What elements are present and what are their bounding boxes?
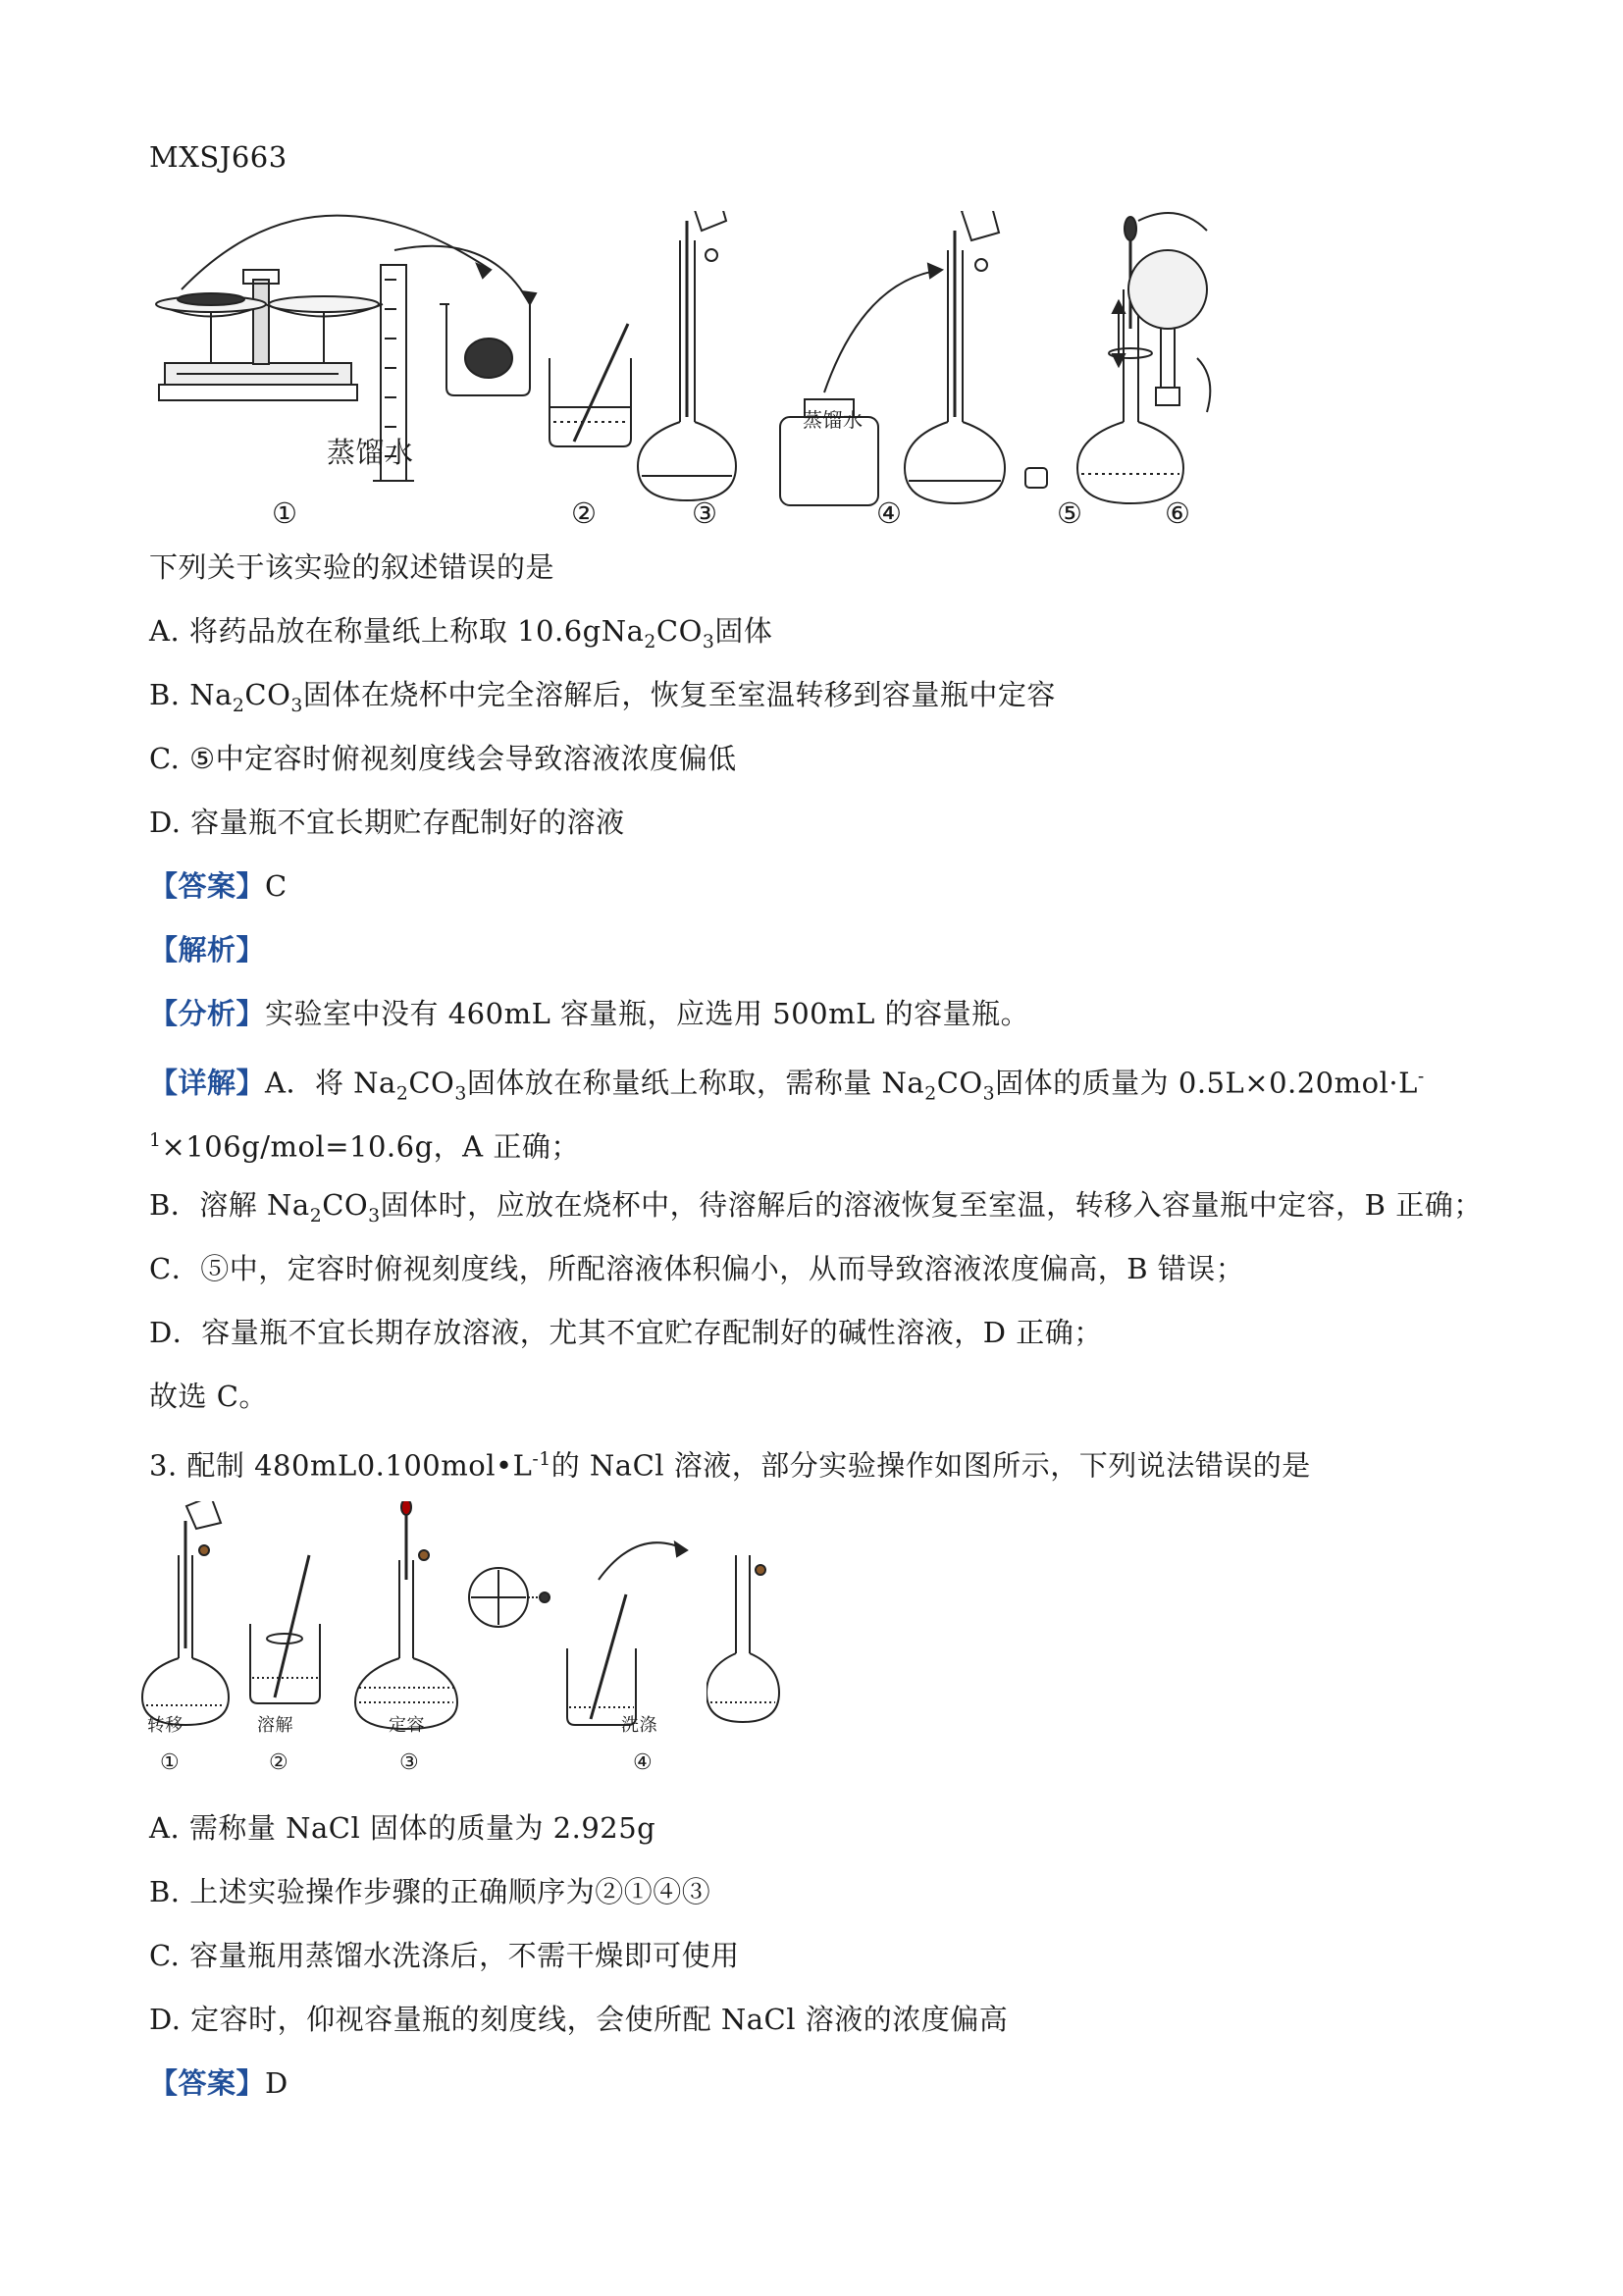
q2-xiangjie-a: 【详解】A．将 $Na_2CO_3$固体放在称量纸上称取，需称量 $Na_2CO_3$固体的质量为 0.5L×0.20mol·L-	[149, 1066, 1425, 1105]
fig2-label-fix-volume: 定容	[389, 1715, 425, 1736]
figure-1-step6	[1099, 211, 1256, 417]
volumetric-flask-rinse-illustration	[905, 211, 1005, 503]
balance-scale-illustration	[156, 270, 383, 400]
fig2-num-2: ②	[269, 1750, 289, 1775]
beaker-solid-illustration	[440, 304, 530, 395]
fig2-label-transfer: 转移	[147, 1715, 183, 1736]
q2-option-d: D. 容量瓶不宜长期贮存配制好的溶液	[149, 806, 625, 839]
fig1-step-3: ③	[692, 496, 718, 530]
q2-answer: 【答案】C	[149, 869, 288, 903]
dissolve-beaker-illustration	[250, 1555, 320, 1703]
q2-option-a: A. 将药品放在称量纸上称取 $10.6gNa_2CO_3$固体	[149, 614, 773, 652]
figure-1-solution-steps	[137, 211, 1256, 535]
fig2-label-dissolve: 溶解	[257, 1715, 293, 1736]
q3-stem: 3. 配制 $480mL0.100mol•L^{-1}$的 NaCl 溶液，部分实验操作如图所示，下列说法错误的是	[149, 1448, 1311, 1483]
header-code: MXSJ663	[149, 140, 288, 174]
q2-stem: 下列关于该实验的叙述错误的是	[149, 550, 555, 584]
fig2-num-4: ④	[633, 1750, 654, 1775]
fig1-step-5: ⑤	[1057, 496, 1083, 530]
q3-answer: 【答案】D	[149, 2066, 288, 2100]
fix-volume-flask-illustration	[355, 1501, 550, 1729]
figure-2-wash-flask	[707, 1540, 814, 1737]
fig1-step-2: ②	[571, 496, 598, 530]
fig2-num-1: ①	[160, 1750, 181, 1775]
fig2-label-wash: 洗涤	[621, 1715, 657, 1736]
volumetric-flask-pouring-illustration	[638, 211, 736, 500]
fig1-step-4: ④	[876, 496, 903, 530]
q2-option-c: C. ⑤中定容时俯视刻度线会导致溶液浓度偏低	[149, 742, 737, 775]
q2-xiangjie-c: C．⑤中，定容时俯视刻度线，所配溶液体积偏小，从而导致溶液浓度偏高，B 错误；	[149, 1252, 1245, 1285]
stopper-illustration	[1025, 468, 1047, 488]
q3-option-a: A. 需称量 NaCl 固体的质量为 2.925g	[149, 1811, 656, 1845]
q3-option-d: D. 定容时，仰视容量瓶的刻度线，会使所配 NaCl 溶液的浓度偏高	[149, 2003, 1009, 2036]
q2-fenxi: 【分析】实验室中没有 460mL 容量瓶，应选用 500mL 的容量瓶。	[149, 997, 1030, 1030]
q2-xiangjie-b: B．溶解 $Na_2CO_3$固体时，应放在烧杯中，待溶解后的溶液恢复至室温，转移入容量瓶中定容，B 正确；	[149, 1188, 1483, 1226]
wash-beaker-flask-illustration	[567, 1542, 687, 1725]
water-label-cylinder: 蒸馏水	[327, 436, 414, 469]
beaker-stirring-illustration	[550, 324, 631, 446]
q3-option-c: C. 容量瓶用蒸馏水洗涤后，不需干燥即可使用	[149, 1939, 740, 1972]
q2-xiangjie-a-line2: $^1$×106g/mol=10.6g，A 正确；	[149, 1129, 580, 1164]
q2-analysis-label: 【解析】	[149, 933, 266, 966]
fig1-step-6: ⑥	[1165, 496, 1191, 530]
water-label-bottle: 蒸馏水	[803, 408, 864, 432]
q3-option-b: B. 上述实验操作步骤的正确顺序为②①④③	[149, 1875, 711, 1908]
q2-option-b: B. $Na_2CO_3$固体在烧杯中完全溶解后，恢复至室温转移到容量瓶中定容	[149, 678, 1056, 716]
q2-conclusion: 故选 C。	[149, 1380, 268, 1413]
fig2-num-3: ③	[399, 1750, 420, 1775]
q2-xiangjie-d: D．容量瓶不宜长期存放溶液，尤其不宜贮存配制好的碱性溶液，D 正确；	[149, 1316, 1103, 1349]
figure-2-nacl-steps	[137, 1501, 726, 1747]
fig1-step-1: ①	[272, 496, 298, 530]
inverted-flask-illustration	[1113, 213, 1210, 412]
transfer-flask-illustration	[142, 1501, 229, 1725]
